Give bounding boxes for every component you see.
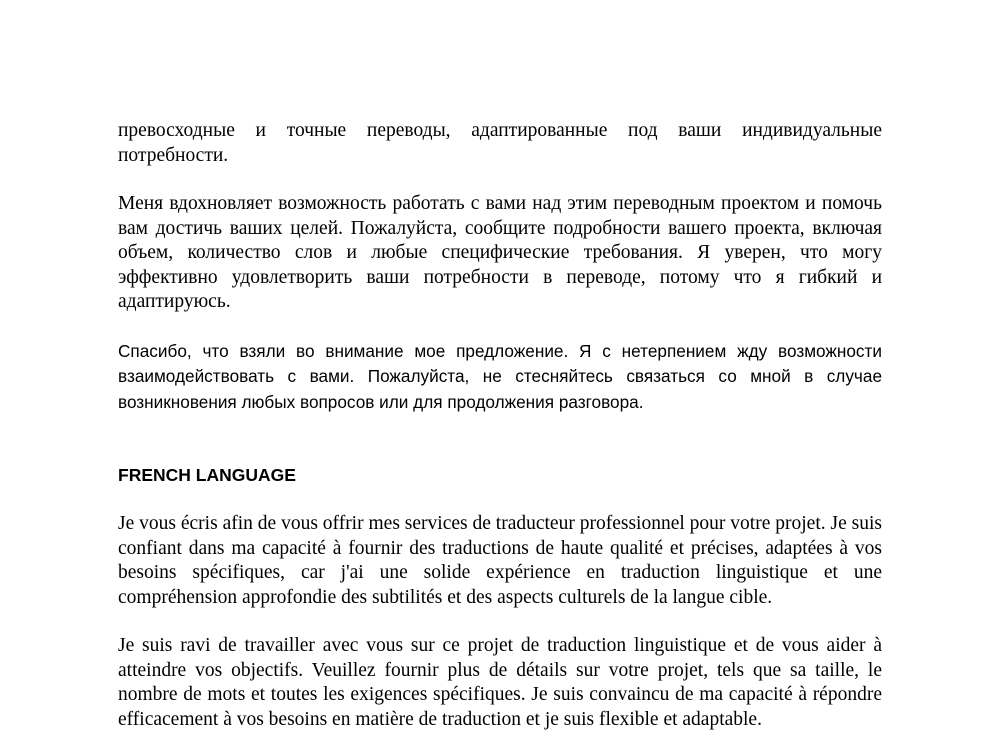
- russian-paragraph-intro-end: превосходные и точные переводы, адаптированные под ваши индивидуальные потребности.: [118, 120, 882, 166]
- french-language-heading: FRENCH LANGUAGE: [118, 465, 296, 485]
- russian-paragraph-details: Меня вдохновляет возможность работать с вами над этим переводным проектом и помочь вам достичь ваших целей. Пожалуйста, сообщите подробности вашего проекта, включая объем, количество слов и любые специфические требования. Я уверен, что могу эффективно удовлетворить ваши потребности в переводе, потому что я гибкий и адаптируюсь.: [118, 193, 882, 312]
- russian-paragraph-closing: Спасибо, что взяли во внимание мое предложение. Я с нетерпением жду возможности взаимодействовать с вами. Пожалуйста, не стесняйтесь связаться со мной в случае возникновения любых вопросов или для продолжения разговора.: [118, 340, 882, 412]
- document-body: [118, 119, 882, 732]
- french-paragraph-intro: Je vous écris afin de vous offrir mes services de traducteur professionnel pour votre projet. Je suis confiant dans ma capacité à fournir des traductions de haute qualité et précises, adaptées à vos besoins spécifiques, car j'ai une solide expérience en traduction linguistique et une compréhension approfondie des subtilités et des aspects culturels de la langue cible.: [118, 513, 882, 608]
- french-paragraph-details: Je suis ravi de travailler avec vous sur ce projet de traduction linguistique et de vous aider à atteindre vos objectifs. Veuillez fournir plus de détails sur votre projet, tels que sa taille, le nombre de mots et toutes les exigences spécifiques. Je suis convaincu de ma capacité à répondre efficacement à vos besoins en matière de traduction et je suis flexible et adaptable.: [118, 635, 882, 730]
